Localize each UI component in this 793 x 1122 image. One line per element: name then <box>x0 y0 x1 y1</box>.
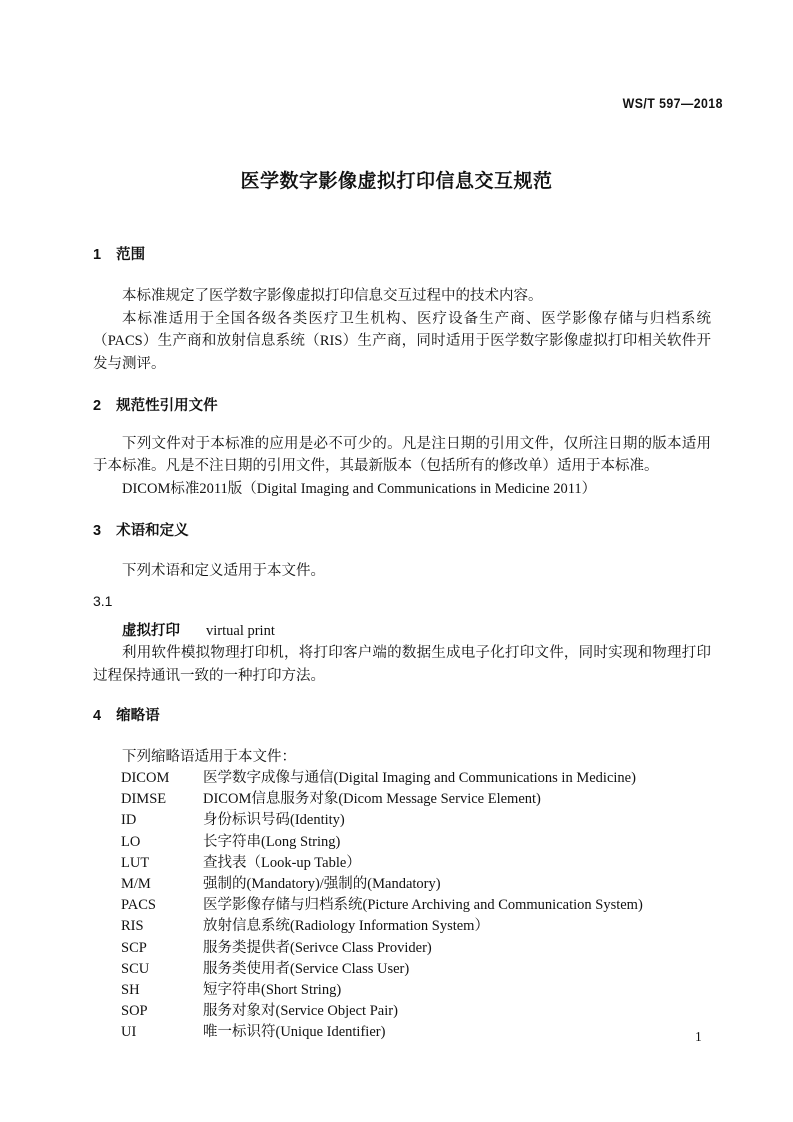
abbr-row-ris <box>93 916 711 937</box>
section-references-number: 2 <box>93 397 102 414</box>
section-scope-heading <box>93 247 711 263</box>
term-chinese: 虚拟打印 <box>122 622 180 639</box>
abbr-definition: 服务类提供者(Serivce Class Provider) <box>203 939 432 956</box>
term-entry-number: 3.1 <box>93 593 113 609</box>
abbr-term: LO <box>121 833 141 850</box>
abbr-definition: 放射信息系统(Radiology Information System） <box>203 918 489 935</box>
section-terms-title: 术语和定义 <box>116 522 189 539</box>
section-scope-number: 1 <box>93 247 102 263</box>
abbr-row-id <box>93 810 711 831</box>
abbr-definition: 唯一标识符(Unique Identifier) <box>203 1024 386 1041</box>
abbr-definition: DICOM信息服务对象(Dicom Message Service Element) <box>203 791 541 808</box>
term-definition: 利用软件模拟物理打印机，将打印客户端的数据生成电子化打印文件，同时实现和物理打印过程保持通讯一致的一种打印方法。 <box>93 645 711 684</box>
section-terms-heading <box>93 523 711 539</box>
abbr-term: SCU <box>121 960 150 977</box>
abbr-definition: 医学数字成像与通信(Digital Imaging and Communications in Medicine) <box>203 770 636 786</box>
abbr-row-scp <box>93 938 711 959</box>
abbr-term: SH <box>121 982 140 999</box>
abbr-term: SOP <box>121 1003 148 1020</box>
term-english: virtual print <box>206 622 275 639</box>
abbr-term: DICOM <box>121 770 170 786</box>
abbr-definition: 短字符串(Short String) <box>203 982 342 999</box>
document-title: 医学数字影像虚拟打印信息交互规范 <box>240 171 553 192</box>
abbr-row-mm <box>93 874 711 895</box>
references-paragraph-1: 下列文件对于本标准的应用是必不可少的。凡是注日期的引用文件，仅所注日期的版本适用于本标准。凡是不注日期的引用文件，其最新版本（包括所有的修改单）适用于本标准。 <box>93 435 711 474</box>
scope-paragraph-1: 本标准规定了医学数字影像虚拟打印信息交互过程中的技术内容。 <box>122 288 543 304</box>
abbr-term: DIMSE <box>121 791 167 808</box>
scope-paragraph-2: 本标准适用于全国各级各类医疗卫生机构、医疗设备生产商、医学影像存储与归档系统（PACS）生产商和放射信息系统（RIS）生产商，同时适用于医学数字影像虚拟打印相关软件开发与测评。 <box>93 310 711 372</box>
abbreviations-intro: 下列缩略语适用于本文件： <box>122 748 296 765</box>
section-terms-number: 3 <box>93 522 102 539</box>
terms-intro: 下列术语和定义适用于本文件。 <box>122 562 325 579</box>
abbr-row-lo <box>93 832 711 853</box>
standard-number: WS/T 597—2018 <box>622 95 723 111</box>
abbr-definition: 长字符串(Long String) <box>203 833 341 850</box>
section-abbreviations-heading <box>93 708 711 724</box>
term-entry-line <box>93 620 711 643</box>
abbr-row-sh <box>93 980 711 1001</box>
section-scope-title: 范围 <box>116 247 146 263</box>
section-references-title: 规范性引用文件 <box>116 397 218 414</box>
abbr-row-ui <box>93 1022 711 1043</box>
section-abbreviations-title: 缩略语 <box>116 707 160 724</box>
document-body <box>93 247 711 1044</box>
references-paragraph-2: DICOM标准2011版（Digital Imaging and Communications in Medicine 2011） <box>122 480 597 497</box>
abbr-definition: 身份标识号码(Identity) <box>203 812 345 829</box>
section-references-heading <box>93 398 711 414</box>
abbr-row-lut <box>93 853 711 874</box>
abbr-term: M/M <box>121 876 151 893</box>
abbr-term: ID <box>121 812 137 829</box>
abbr-row-scu <box>93 959 711 980</box>
abbr-definition: 强制的(Mandatory)/强制的(Mandatory) <box>203 876 441 893</box>
abbr-term: LUT <box>121 854 150 871</box>
abbr-definition: 服务对象对(Service Object Pair) <box>203 1003 398 1020</box>
abbr-definition: 查找表（Look-up Table） <box>203 854 361 871</box>
abbr-row-pacs <box>93 895 711 916</box>
page-number: 1 <box>695 1029 702 1044</box>
abbr-row-dimse <box>93 789 711 810</box>
section-abbreviations-number: 4 <box>93 707 102 724</box>
abbr-row-sop <box>93 1001 711 1022</box>
abbr-term: PACS <box>121 897 156 914</box>
abbreviations-list <box>93 768 711 1044</box>
abbr-definition: 服务类使用者(Service Class User) <box>203 960 410 977</box>
abbr-row-dicom <box>93 768 711 789</box>
abbr-term: SCP <box>121 939 147 956</box>
abbr-term: UI <box>121 1024 137 1041</box>
abbr-definition: 医学影像存储与归档系统(Picture Archiving and Communication System) <box>203 897 643 914</box>
abbr-term: RIS <box>121 918 144 935</box>
